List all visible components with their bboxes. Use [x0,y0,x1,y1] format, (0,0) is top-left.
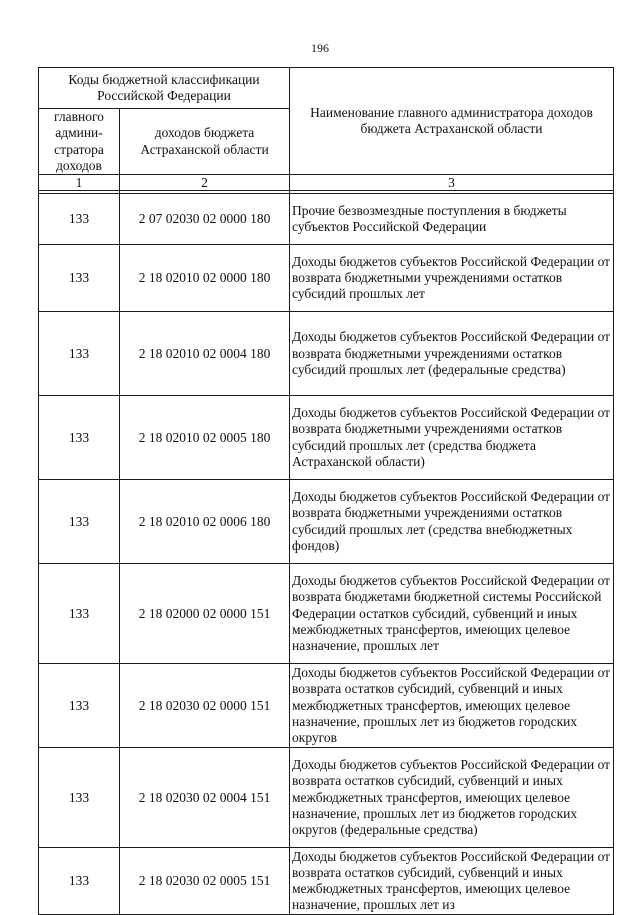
admin-code: 133 [39,564,120,664]
column-number: 1 [39,175,120,191]
income-code: 2 18 02010 02 0006 180 [120,480,290,564]
admin-code: 133 [39,748,120,848]
income-name: Доходы бюджетов субъектов Российской Федерации от возврата бюджетными учреждениями остатков субсидий прошлых лет (федеральные средства) [290,312,614,396]
admin-code: 133 [39,245,120,312]
income-code: 2 18 02000 02 0000 151 [120,564,290,664]
admin-code: 133 [39,396,120,480]
income-code: 2 18 02030 02 0005 151 [120,848,290,915]
table-row [39,312,614,396]
income-name: Доходы бюджетов субъектов Российской Федерации от возврата бюджетами бюджетной системы Российской Федерации остатков субсидий, субвенций и иных межбюджетных трансфертов, имеющих целевое назначение, прошлых лет [290,564,614,664]
income-code: 2 18 02010 02 0004 180 [120,312,290,396]
codes-group-header: Коды бюджетной классификации Российской Федерации [39,68,290,109]
income-column-header: доходов бюджета Астраханской области [120,109,290,175]
column-number: 2 [120,175,290,191]
income-code: 2 18 02030 02 0000 151 [120,664,290,748]
budget-classification-table [38,67,614,915]
column-number: 3 [290,175,614,191]
table-row [39,194,614,245]
income-name: Доходы бюджетов субъектов Российской Федерации от возврата остатков субсидий, субвенций и иных межбюджетных трансфертов, имеющих целевое назначение, прошлых лет из бюджетов городских округов [290,664,614,748]
income-code: 2 18 02030 02 0004 151 [120,748,290,848]
income-name: Доходы бюджетов субъектов Российской Федерации от возврата бюджетными учреждениями остатков субсидий прошлых лет (средства бюджета Астраханской области) [290,396,614,480]
income-code: 2 18 02010 02 0005 180 [120,396,290,480]
table-row [39,564,614,664]
table-row [39,396,614,480]
table-row [39,245,614,312]
admin-code: 133 [39,312,120,396]
page-number: 196 [311,41,329,55]
admin-code: 133 [39,194,120,245]
admin-column-header [39,109,120,175]
income-name: Доходы бюджетов субъектов Российской Федерации от возврата остатков субсидий, субвенций и иных межбюджетных трансфертов, имеющих целевое назначение, прошлых лет из [290,848,614,915]
table-row [39,748,614,848]
income-name: Доходы бюджетов субъектов Российской Федерации от возврата остатков субсидий, субвенций и иных межбюджетных трансфертов, имеющих целевое назначение, прошлых лет из бюджетов городских округов (федеральные средства) [290,748,614,848]
column-number-row [39,175,614,191]
income-code: 2 18 02010 02 0000 180 [120,245,290,312]
income-name: Доходы бюджетов субъектов Российской Федерации от возврата бюджетными учреждениями остатков субсидий прошлых лет [290,245,614,312]
admin-code: 133 [39,848,120,915]
income-name: Доходы бюджетов субъектов Российской Федерации от возврата бюджетными учреждениями остатков субсидий прошлых лет (средства внебюджетных фондов) [290,480,614,564]
table-row [39,664,614,748]
admin-code: 133 [39,664,120,748]
income-name: Прочие безвозмездные поступления в бюджеты субъектов Российской Федерации [290,194,614,245]
admin-column-header-text: главного админи-стратора доходов [54,109,104,173]
admin-code: 133 [39,480,120,564]
income-code: 2 07 02030 02 0000 180 [120,194,290,245]
table-row [39,480,614,564]
name-column-header: Наименование главного администратора доходов бюджета Астраханской области [290,68,614,175]
